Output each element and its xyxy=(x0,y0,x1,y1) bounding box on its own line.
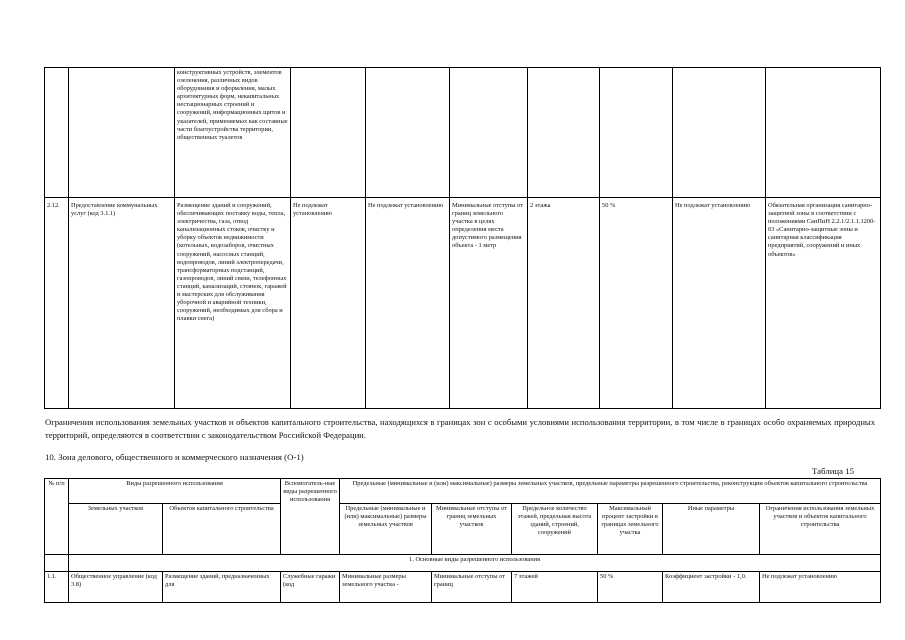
cell-coverage: 50 % xyxy=(598,572,663,603)
cell-other: Коэффициент застройки - 1,0. xyxy=(663,572,760,603)
cell-floors xyxy=(528,68,600,198)
cell-coverage: 50 % xyxy=(600,198,673,409)
header-aux: Вспомогатель-ные виды разрешенного использования xyxy=(281,479,340,555)
section-heading: 10. Зона делового, общественного и коммерческого назначения (О-1) xyxy=(45,452,304,462)
upper-regulations-table xyxy=(44,67,881,409)
cell-setback: Минимальные отступы от границ земельного участка в целях определения места допустимого размещения объекта - 1 метр xyxy=(450,198,528,409)
cell-other xyxy=(673,68,766,198)
table-header-row xyxy=(45,479,881,504)
header-land: Земельных участков xyxy=(69,504,163,555)
cell-setback xyxy=(450,68,528,198)
cell-restrict xyxy=(766,68,881,198)
cell-restrict: Обязательная организация санитарно-защитной зоны в соответствии с положениями СанПиН 2.2.1/2.1.1.1200-03 «Санитарно-защитные зоны и санитарная классификация предприятий, сооружений и иных объектов» xyxy=(766,198,881,409)
zone-o1-table xyxy=(44,478,881,603)
cell-object: конструктивных устройств, элементов озеленения, различных видов оборудования и оформления, малых архитектурных форм, некапитальных нестационарных строений и сооружений, информационных щитов и указателей, применяемых как составные части благоустройства территории, общественных туалетов xyxy=(175,68,291,198)
cell-coverage xyxy=(600,68,673,198)
restrictions-paragraph: Ограничения использования земельных участков и объектов капитального строительства, находящихся в границах зон с особыми условиями использования территории, в том числе в границах особо охраняемых природных территорий, определяются в соответствии с законодательством Российской Федерации. xyxy=(45,417,875,440)
table-caption: Таблица 15 xyxy=(812,466,855,476)
cell-floors: 2 этажа xyxy=(528,198,600,409)
cell-aux: Служебные гаражи (код xyxy=(281,572,340,603)
cell-num: 2.12. xyxy=(45,198,69,409)
cell-num xyxy=(45,68,69,198)
header-types: Виды разрешенного использования xyxy=(69,479,281,504)
cell-floors: 7 этажей xyxy=(512,572,598,603)
section-row xyxy=(45,555,881,572)
cell-size: Минимальные размеры земельного участка - xyxy=(340,572,432,603)
header-other: Иные параметры xyxy=(663,504,760,555)
header-num: № п/п xyxy=(45,479,69,555)
cell-size: Не подлежат установлению xyxy=(366,198,450,409)
table-row xyxy=(45,572,881,603)
table-row xyxy=(45,68,881,198)
section-row-label: 1. Основные виды разрешенного использования xyxy=(69,555,881,572)
header-setback: Минимальные отступы от границ земельных участков xyxy=(432,504,512,555)
cell-setback: Минимальные отступы от границ xyxy=(432,572,512,603)
cell-size xyxy=(366,68,450,198)
header-floors: Предельное количество этажей, предельная высота зданий, строений, сооружений xyxy=(512,504,598,555)
header-params: Предельные (минимальные и (или) максимальные) размеры земельных участков, предельные параметры разрешенного строительства, реконструкции объектов капитального строительства xyxy=(340,479,881,504)
cell-object: Размещение зданий, предназначенных для xyxy=(163,572,281,603)
header-coverage: Максимальный процент застройки в границах земельного участка xyxy=(598,504,663,555)
cell-num: 1.1. xyxy=(45,572,69,603)
header-objects: Объектов капитального строительства xyxy=(163,504,281,555)
cell-land: Общественное управление (код 3.8) xyxy=(69,572,163,603)
header-restrict: Ограничения использования земельных участков и объектов капитального строительства xyxy=(760,504,881,555)
cell-object: Размещение зданий и сооружений, обеспечивающих поставку воды, тепла, электричества, газа, отвод канализационных стоков, очистку и уборку объектов недвижимости (котельных, водозаборов, очистных сооружений, насосных станций, водопроводов, линий электропередачи, трансформаторных подстанций, газопроводов, линий связи, телефонных станций, канализаций, стоянок, гаражей и мастерских для обслуживания уборочной и аварийной техники, сооружений, необходимых для сбора и плавки снега) xyxy=(175,198,291,409)
cell-aux xyxy=(291,68,366,198)
cell-restrict: Не подлежат установлению xyxy=(760,572,881,603)
header-size: Предельные (минимальные и (или) максимальные) размеры земельных участков xyxy=(340,504,432,555)
table-row xyxy=(45,198,881,409)
cell-aux: Не подлежат установлению xyxy=(291,198,366,409)
cell-other: Не подлежат установлению xyxy=(673,198,766,409)
cell-land xyxy=(69,68,175,198)
cell-land: Предоставление коммунальных услуг (код 3.1.1) xyxy=(69,198,175,409)
table-header-row xyxy=(45,504,881,555)
